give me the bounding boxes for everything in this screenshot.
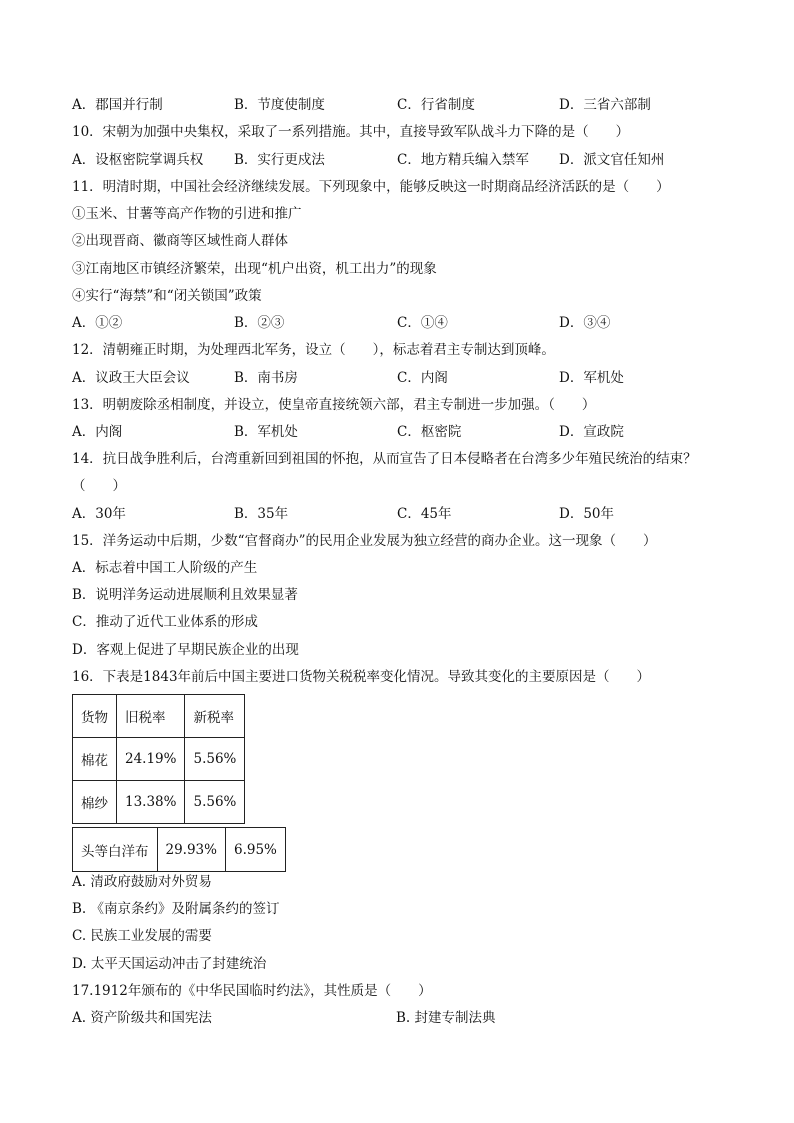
table-row	[73, 738, 245, 781]
table-header-cell: 货物	[73, 695, 117, 738]
table-cell: 头等白洋布	[73, 828, 158, 872]
q13-option-b: B．军机处	[234, 424, 298, 440]
q14-option-d: D．50年	[559, 506, 615, 522]
q9-options	[72, 96, 732, 114]
q9-option-c: C．行省制度	[397, 97, 475, 113]
q15-option-c: C．推动了近代工业体系的形成	[72, 614, 258, 630]
q10-option-d: D．派文官任知州	[559, 152, 665, 168]
table-header-cell: 旧税率	[117, 695, 185, 738]
table-row	[73, 828, 286, 872]
q10-option-b: B．实行更戍法	[234, 152, 325, 168]
q16-option-a: A. 清政府鼓励对外贸易	[72, 874, 212, 890]
table-cell: 棉花	[73, 738, 117, 781]
q14-stem: 14．抗日战争胜利后，台湾重新回到祖国的怀抱，从而宣告了日本侵略者在台湾多少年殖民统治的结束？	[72, 451, 697, 467]
q10-option-a: A．设枢密院掌调兵权	[72, 152, 204, 168]
q12-option-c: C．内阁	[397, 370, 448, 386]
q11-option-b: B．②③	[234, 315, 285, 331]
q12-option-b: B．南书房	[234, 370, 298, 386]
q11-option-a: A．①②	[72, 315, 123, 331]
q9-option-d: D．三省六部制	[559, 97, 651, 113]
table-cell: 29.93%	[157, 828, 225, 872]
table-cell: 24.19%	[117, 738, 185, 781]
q11-item-3: ③江南地区市镇经济繁荣，出现“机户出资，机工出力”的现象	[72, 261, 437, 277]
q13-options	[72, 423, 732, 441]
q13-option-a: A．内阁	[72, 424, 123, 440]
q12-option-d: D．军机处	[559, 370, 624, 386]
q15-option-d: D．客观上促进了早期民族企业的出现	[72, 642, 299, 658]
tariff-table	[72, 694, 245, 824]
q14-stem-continued: （ ）	[72, 478, 126, 494]
q9-option-a: A．郡国并行制	[72, 97, 163, 113]
tariff-table-last-row	[72, 827, 286, 872]
q11-item-1: ①玉米、甘薯等高产作物的引进和推广	[72, 206, 302, 222]
q13-option-d: D．宣政院	[559, 424, 624, 440]
q12-options	[72, 369, 732, 387]
table-cell: 13.38%	[117, 781, 185, 824]
table-header-row	[73, 695, 245, 738]
q10-stem: 10．宋朝为加强中央集权，采取了一系列措施。其中，直接导致军队战斗力下降的是（ ）	[72, 124, 630, 140]
table-cell: 6.95%	[225, 828, 285, 872]
q9-option-b: B．节度使制度	[234, 97, 325, 113]
table-cell: 5.56%	[185, 738, 245, 781]
table-cell: 5.56%	[185, 781, 245, 824]
table-row	[73, 781, 245, 824]
q17-stem: 17.1912年颁布的《中华民国临时约法》，其性质是（ ）	[72, 983, 432, 999]
q10-options	[72, 151, 732, 169]
q12-option-a: A．议政王大臣会议	[72, 370, 190, 386]
q11-item-4: ④实行“海禁”和“闭关锁国”政策	[72, 288, 262, 304]
q11-item-2: ②出现晋商、徽商等区域性商人群体	[72, 233, 288, 249]
q16-option-b: B. 《南京条约》及附属条约的签订	[72, 901, 280, 917]
q14-option-c: C．45年	[397, 506, 452, 522]
q15-stem: 15．洋务运动中后期，少数“官督商办”的民用企业发展为独立经营的商办企业。这一现象（ ）	[72, 533, 657, 549]
q13-stem: 13．明朝废除丞相制度，并设立，使皇帝直接统领六部，君主专制进一步加强。（ ）	[72, 397, 596, 413]
q14-option-b: B．35年	[234, 506, 289, 522]
q11-options	[72, 314, 732, 332]
q11-option-c: C．①④	[397, 315, 448, 331]
q17-option-a: A. 资产阶级共和国宪法	[72, 1010, 212, 1026]
q12-stem: 12．清朝雍正时期，为处理西北军务，设立（ ），标志着君主专制达到顶峰。	[72, 342, 555, 358]
q11-option-d: D．③④	[559, 315, 611, 331]
table-header-cell: 新税率	[185, 695, 245, 738]
table-cell: 棉纱	[73, 781, 117, 824]
q16-option-d: D. 太平天国运动冲击了封建统治	[72, 956, 267, 972]
q11-stem: 11．明清时期，中国社会经济继续发展。下列现象中，能够反映这一时期商品经济活跃的是（ ）	[72, 179, 670, 195]
q17-options	[72, 1009, 732, 1027]
q16-option-c: C. 民族工业发展的需要	[72, 928, 212, 944]
q15-option-b: B．说明洋务运动进展顺利且效果显著	[72, 587, 298, 603]
q10-option-c: C．地方精兵编入禁军	[397, 152, 529, 168]
q17-option-b: B. 封建专制法典	[396, 1010, 496, 1026]
q15-option-a: A．标志着中国工人阶级的产生	[72, 560, 258, 576]
q16-stem: 16．下表是1843年前后中国主要进口货物关税税率变化情况。导致其变化的主要原因是（ ）	[72, 669, 651, 685]
q14-option-a: A．30年	[72, 506, 126, 522]
q14-options	[72, 505, 732, 523]
q13-option-c: C．枢密院	[397, 424, 462, 440]
